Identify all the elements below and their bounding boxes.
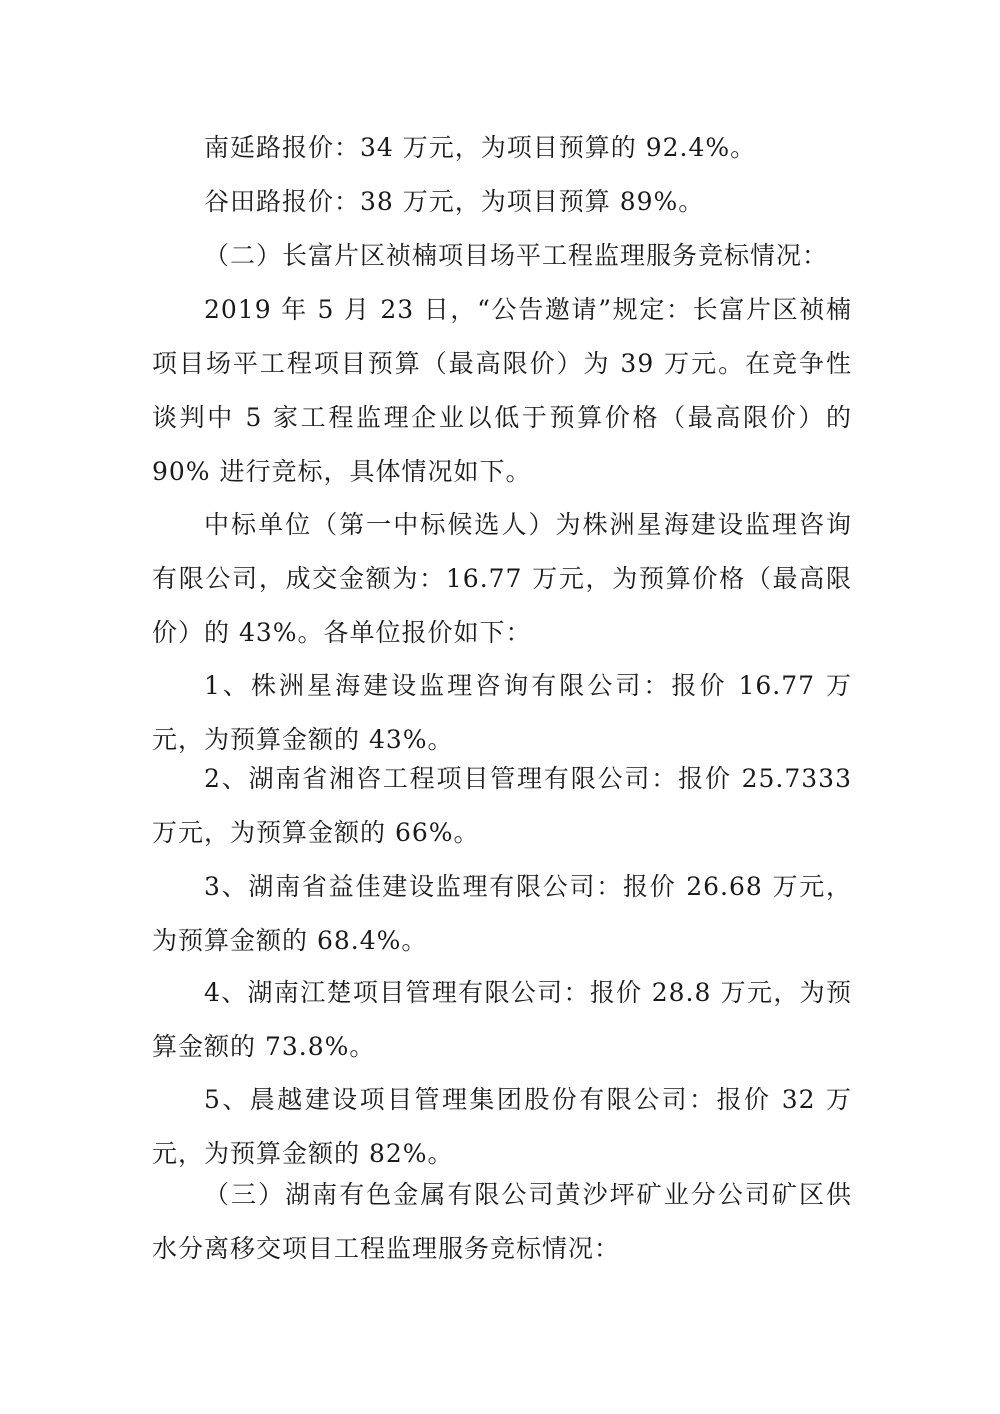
section-heading-2: （二）长富片区祯楠项目场平工程监理服务竞标情况： [204,241,829,270]
bid-item-4: 4、湖南江楚项目管理有限公司：报价 28.8 万元，为预算金额的 73.8%。 [152,978,852,1061]
paragraph-winning-bidder: 中标单位（第一中标候选人）为株洲星海建设监理咨询有限公司，成交金额为：16.77 万元，为预算价格（最高限价）的 43%。各单位报价如下： [152,510,852,647]
paragraph-announcement: 2019 年 5 月 23 日，“公告邀请”规定：长富片区祯楠项目场平工程项目预算（最高限价）为 39 万元。在竞争性谈判中 5 家工程监理企业以低于预算价格（最高限价）的 90% 进行竞标，具体情况如下。 [152,295,852,486]
paragraph-gutian-road-quote: 谷田路报价：38 万元，为项目预算 89%。 [204,187,705,216]
section-heading-3: （三）湖南有色金属有限公司黄沙坪矿业分公司矿区供水分离移交项目工程监理服务竞标情况： [152,1180,852,1263]
bid-item-1: 1、株洲星海建设监理咨询有限公司：报价 16.77 万元，为预算金额的 43%。 [152,671,852,754]
bid-item-3: 3、湖南省益佳建设监理有限公司：报价 26.68 万元，为预算金额的 68.4%。 [152,872,852,955]
paragraph-nanyan-road-quote: 南延路报价：34 万元，为项目预算的 92.4%。 [204,133,757,162]
bid-item-5: 5、晨越建设项目管理集团股份有限公司：报价 32 万元，为预算金额的 82%。 [152,1085,852,1168]
bid-item-2: 2、湖南省湘咨工程项目管理有限公司：报价 25.7333 万元，为预算金额的 66%。 [152,764,852,847]
